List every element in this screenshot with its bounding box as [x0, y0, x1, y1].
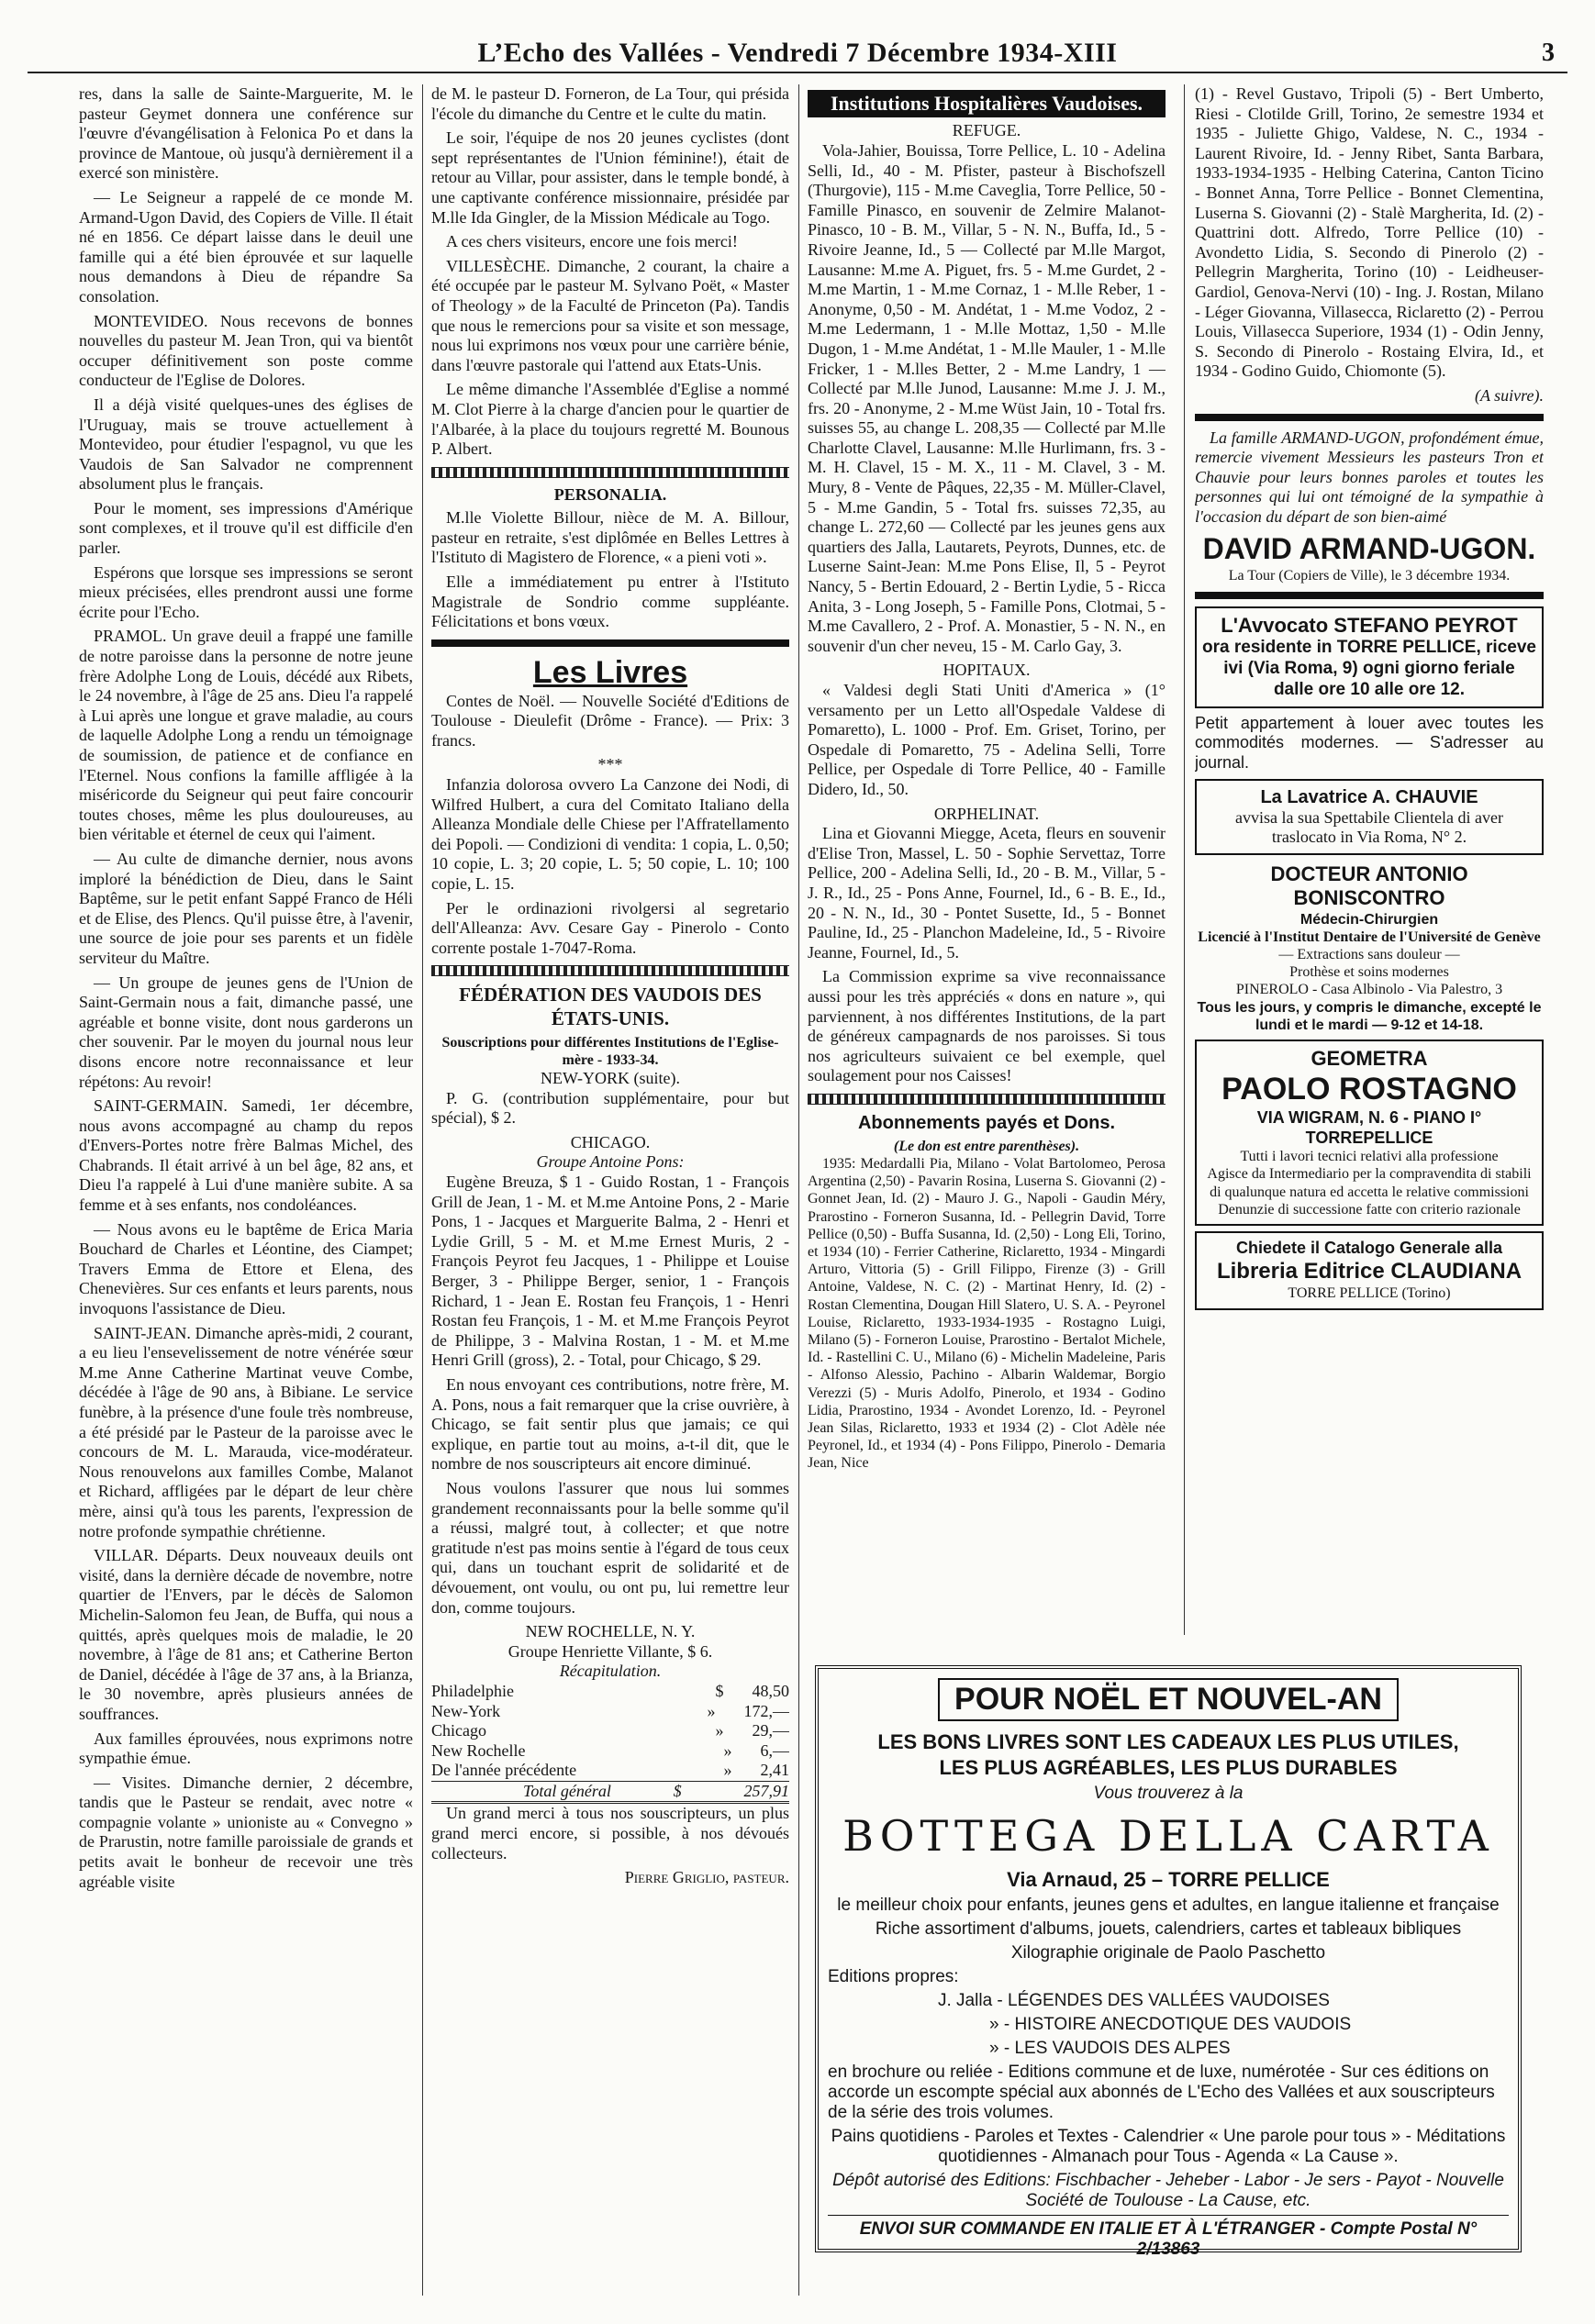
masthead-title: L’Echo des Vallées - Vendredi 7 Décembre 1934-XIII [477, 38, 1118, 68]
recap-sign: » [723, 1740, 732, 1760]
article-paragraph: Lina et Giovanni Miegge, Aceta, fleurs en souvenir d'Elise Tron, Massel, L. 50 - Sophie Servettaz, Torre Pellice, 200 - Adelina Selli, Id., 20 - B. M., Villar, 5 - J. R., Id., 25 - Pons Anne, Fournel, Id., 6 - B. E., Id., 20 - N. N., Id., 30 - Pontet Susette, Id., 5 - Bonnet Pauline, Id., 25 - Planchon Madeleine, Id., 5 - Rivoire Jeanne, Fournel, Id., 5. [808, 824, 1166, 962]
ad-line: Xilographie originale de Paolo Paschetto [1010, 1943, 1326, 1963]
recap-label: Chicago [431, 1721, 486, 1740]
ad-title: GEOMETRA [1311, 1046, 1428, 1070]
recap-sign: » [723, 1761, 732, 1780]
recap-heading: Récapitulation. [559, 1662, 662, 1681]
article-paragraph: Il a déjà visité quelques-unes des églises de l'Uruguay, mais se trouve actuellement à Montevideo, pour étudier l'espagnol, vu que les Vaudois de San Salvador ne comprennent absolument plus le français. [79, 395, 413, 494]
recap-value: 2,41 [760, 1761, 789, 1780]
article-paragraph: P. G. (contribution supplémentaire, pour but spécial), $ 2. [431, 1088, 789, 1128]
deceased-name: DAVID ARMAND-UGON. [1202, 532, 1536, 566]
ad-line: » - HISTOIRE ANECDOTIQUE DES VAUDOIS [989, 2015, 1352, 2034]
notice-place: La Tour (Copiers de Ville), le 3 décembre 1934. [1228, 567, 1511, 584]
ad-appartement: Petit appartement à louer avec toutes les commodités modernes. — S'adresser au journal. [1195, 713, 1544, 773]
article-paragraph: — Au culte de dimanche dernier, nous avons imploré la bénédiction de Dieu, dans le Saint Baptême, sur le petit enfant Sappé Franco de Héli et de Elise, des Plencs. Qu'il puisse être, à l'avenir, une source de joie pour ses parents et un fidèle serviteur du Maître. [79, 849, 413, 967]
signature: Pierre Griglio, pasteur. [624, 1868, 789, 1887]
page-header [28, 35, 1567, 73]
article-paragraph: Infanzia dolorosa ovvero La Canzone dei Nodi, di Wilfred Hulbert, a cura del Comitato Italiano della Alleanza Mondiale delle Chiese per l'Affratellamento dei Popoli. — Condizioni di vendita: 1 copia, L. 0,50; 10 copie, L. 3; 20 copie, L. 5; 50 copie, L. 10; 100 copie, L. 15. [431, 775, 789, 893]
ad-line: Licencié à l'Institut Dentaire de l'Université de Genève [1198, 928, 1541, 945]
article-paragraph: Un grand merci à tous nos souscripteurs, un plus grand merci encore, si possible, à nos dévoués collecteurs. [431, 1804, 789, 1863]
article-paragraph: La Commission exprime sa vive reconnaissance aussi pour les très appréciés « dons en nature », qui parviennent, à nos différentes Institutions, de la part de généreux campagnards de nos paroisses. Si tous nos agriculteurs suivaient ce bel exemple, quel soulagement pour nos Caisses! [808, 967, 1166, 1085]
article-paragraph: PRAMOL. Un grave deuil a frappé une famille de notre paroisse dans la personne de notre jeune frère Adolphe Long de Louis, décédé aux Ribets, le 24 novembre, à l'âge de 25 ans. Dieu l'a rappelé à Lui après une longue et grave maladie, au cours de laquelle Adolphe Long a rendu un témoignage de soumission, de patience et de confiance en l'Eternel. Nous confions la famille affligée à la miséricorde du Seigneur qui peut faire concourir toutes choses, même les plus douloureuses, au bien véritable et éternel de ceux qui l'aiment. [79, 627, 413, 844]
article-paragraph: « Valdesi degli Stati Uniti d'America » (1° versamento per un Letto all'Ospedale Valdese di Pomaretto), L. 1000 - Prof. Em. Griset, Torino, per Ospedale di Pomaretto, 75 - Adelina Selli, Torre Pellice, per Ospedale di Torre Pellice, 40 - Famille Didero, Id., 50. [808, 681, 1166, 798]
article-paragraph: VILLESÈCHE. Dimanche, 2 courant, la chaire a été occupée par le pasteur M. Sylvano Poët, « Master of Theology » de la Faculté de Princeton (Pa). Tandis que nous le remercions pour sa visite et son message, nous lui exprimons nos vœux pour une carrière bénie, dans l'œuvre pastorale qui l'attend aux Etats-Unis. [431, 256, 789, 374]
ad-line: Pains quotidiens - Paroles et Textes - Calendrier « Une parole pour tous » - Méditations quotidiennes - Almanach pour Tous - Agenda « La Cause ». [831, 2127, 1506, 2166]
article-paragraph: SAINT-JEAN. Dimanche après-midi, 2 courant, a eu lieu l'ensevelissement de notre vénérée sœur M.me Anne Catherine Martinat veuve Combe, décédée à l'âge de 90 ans, à Bibiane. Le service funèbre, à la présence d'une foule très nombreuse, a été présidé par le Pasteur de la paroisse avec le concours de M. L. Marauda, vice-modérateur. Nous renouvelons aux familles Combe, Malanot et Richard, affligées par le départ de leur chère mère, ainsi qu'à tous les parents, l'expression de notre profonde sympathie chrétienne. [79, 1323, 413, 1540]
ad-docteur [1195, 862, 1544, 1034]
ad-line: Editions propres: [828, 1967, 959, 1986]
thanks-notice: La famille ARMAND-UGON, profondément émue, remercie vivement Messieurs les pasteurs Tron et Chauvie pour leurs bonnes paroles et toutes les personnes qui lui ont témoigné de la sympathie à l'occasion du départ de son bien-aimé [1195, 428, 1544, 526]
article-paragraph: — Le Seigneur a rappelé de ce monde M. Armand-Ugon David, des Copiers de Ville. Il était né en 1856. Ce départ laisse dans le deuil une famille qui a été bien éprouvée et sur laquelle nous demandons à Dieu de répandre Sa consolation. [79, 187, 413, 306]
ad-line: le meilleur choix pour enfants, jeunes gens et adultes, en langue italienne et française [837, 1896, 1500, 1915]
article-paragraph: Le même dimanche l'Assemblée d'Eglise a nommé M. Clot Pierre à la charge d'ancien pour le quartier de l'Albarée, à la place du toujours regretté M. Bounous P. Albert. [431, 380, 789, 459]
ad-line: en brochure ou reliée - Editions commune et de luxe, numérotée - Sur ces éditions on accorde un escompte spécial aux abonnés de L'Echo des Vallées et aux souscripteurs de la série des trois volumes. [828, 2063, 1495, 2122]
article-paragraph: A ces chers visiteurs, encore une fois merci! [446, 232, 738, 251]
recap-value: 172,— [743, 1701, 789, 1720]
section-separator [431, 467, 789, 478]
asterism: *** [597, 755, 623, 774]
recap-row [431, 1761, 789, 1781]
recap-total-row [431, 1781, 789, 1805]
recap-label: De l'année précédente [431, 1761, 577, 1780]
ad-avvocato [1195, 606, 1544, 708]
ad-line: — Extractions sans douleur — [1278, 946, 1460, 962]
column-2 [431, 84, 789, 2300]
article-paragraph: — Visites. Dimanche dernier, 2 décembre, tandis que le Pasteur se rendait, avec notre « compagnie volante » unioniste au « Convegno » de Prarustin, notre famille paroissiale de grands et petits avait le bonheur de recevoir une très agréable visite [79, 1773, 413, 1891]
article-paragraph: Pour le moment, ses impressions d'Amérique sont complexes, et il trouve qu'il est difficile d'en parler. [79, 498, 413, 558]
recap-table [431, 1682, 789, 1781]
column-rule [422, 84, 423, 2296]
recap-sign: $ [715, 1681, 724, 1700]
article-paragraph: M.lle Violette Billour, nièce de M. A. Billour, pasteur en retraite, s'est diplômée en Belles Lettres à l'Istituto di Magistero de Florence, « a pieni voti ». [431, 508, 789, 567]
ad-line: Dépôt autorisé des Editions: Fischbacher - Jeheber - Labor - Je sers - Payot - Nouvelle Société de Toulouse - La Cause, etc. [832, 2171, 1504, 2210]
ad-subtitle: Médecin-Chirurgien [1299, 911, 1439, 928]
section-heading: PERSONALIA. [553, 484, 667, 504]
column-rule [798, 84, 799, 2296]
ad-title: La Lavatrice A. CHAUVIE [1260, 786, 1478, 807]
recap-total-label: Total général [523, 1781, 611, 1800]
section-heading-abonnements: Abonnements payés et Dons. [857, 1112, 1116, 1133]
city-heading: NEW-YORK (suite). [541, 1069, 680, 1088]
article-paragraph: — Nous avons eu le baptême de Erica Maria Bouchard de Charles et Léontine, des Ciampet; Travers Emma de Ettore et Elena, des Chenevières. Sur ces enfants et leurs parents, nous invoquons l'assistance de Dieu. [79, 1219, 413, 1318]
continued-note: (A suivre). [1475, 385, 1544, 405]
ad-line: Tutti i lavori tecnici relativi alla professione [1240, 1149, 1499, 1165]
ad-line: J. Jalla - LÉGENDES DES VALLÉES VAUDOISES [938, 1991, 1330, 2010]
section-heading-federation: FÉDÉRATION DES VAUDOIS DES ÉTATS-UNIS. [459, 984, 762, 1029]
ad-brand: BOTTEGA DELLA CARTA [842, 1811, 1494, 1861]
section-subheading: (Le don est entre parenthèses). [893, 1138, 1080, 1154]
recap-value: 29,— [752, 1721, 789, 1740]
ad-line: » - LES VAUDOIS DES ALPES [989, 2039, 1231, 2058]
ad-headline: POUR NOËL ET NOUVEL-AN [938, 1678, 1399, 1721]
article-paragraph: de M. le pasteur D. Forneron, de La Tour, qui présida l'école du dimanche du Centre et le culte du matin. [431, 84, 789, 123]
ad-line: Prothèse et soins modernes [1289, 964, 1449, 981]
city-heading: CHICAGO. [570, 1132, 651, 1151]
ad-title: DOCTEUR ANTONIO BONISCONTRO [1270, 862, 1468, 910]
article-paragraph: En nous envoyant ces contributions, notre frère, M. A. Pons, nous a fait remarquer que la crise ouvrière, à Chicago, se fait sentir plus que jamais; ce qui explique, en partie tout au moins, a-t-il dit, que le nombre de nos souscripteurs ait encore diminué. [431, 1375, 789, 1473]
section-separator [1195, 592, 1544, 599]
section-heading-institutions: Institutions Hospitalières Vaudoises. [808, 90, 1166, 117]
section-subheading: Souscriptions pour différentes Institutions de l'Eglise-mère - 1933-34. [441, 1034, 779, 1068]
ad-subheadline: LES PLUS AGRÉABLES, LES PLUS DURABLES [939, 1756, 1398, 1779]
group-heading: Groupe Henriette Villante, $ 6. [508, 1641, 713, 1661]
recap-label: New-York [431, 1701, 501, 1720]
article-paragraph: Espérons que lorsque ses impressions se seront mieux précisées, elles prendront aussi une forme écrite pour l'Echo. [79, 562, 413, 621]
ad-name: Libreria Editrice CLAUDIANA [1216, 1258, 1522, 1284]
article-paragraph: res, dans la salle de Sainte-Marguerite, M. le pasteur Geymet donnera une conférence sur l'œuvre d'évangélisation à Felonica Po et dans la province de Mantoue, où jusqu'à dernièrement il a exercé son ministère. [79, 84, 413, 183]
recap-value: 6,— [760, 1740, 789, 1760]
article-paragraph: Le soir, l'équipe de nos 20 jeunes cyclistes (dont sept représentantes de l'Union féminine!), était de retour au Villar, pour assister, dans le temple bondé, à une captivante conférence missionnaire, présidée par M.lle Ida Gingler, de la Mission Médicale au Togo. [431, 128, 789, 227]
recap-sign: » [715, 1721, 724, 1740]
ad-line: PINEROLO - Casa Albinolo - Via Palestro, 3 [1235, 982, 1503, 998]
ad-line: Denunzie di successione fatte con criterio razionale [1218, 1201, 1521, 1218]
recap-row [431, 1702, 789, 1722]
article-paragraph: Elle a immédiatement pu entrer à l'Istituto Magistrale de Sondrio comme suppléante. Félicitations et bons vœux. [431, 573, 789, 631]
ad-body: ora residente in TORRE PELLICE, riceve ivi (Via Roma, 9) ogni giorno feriale dalle ore 10 alle ore 12. [1202, 638, 1536, 700]
column-3 [808, 84, 1166, 1644]
ad-line: Riche assortiment d'albums, jouets, calendriers, cartes et tableaux bibliques [875, 1919, 1462, 1939]
article-paragraph: Per le ordinazioni rivolgersi al segretario dell'Alleanza: Avv. Cesare Gay - Pinerolo - Conto corrente postale 1-7047-Roma. [431, 898, 789, 957]
ad-bottega-della-carta [815, 1665, 1522, 2259]
recap-total-value: 257,91 [743, 1781, 789, 1800]
article-paragraph: Vola-Jahier, Bouissa, Torre Pellice, L. 10 - Adelina Selli, Id., 40 - M. Pfister, pasteur à Bischofszell (Thurgovie), 115 - M.me Caveglia, Torre Pellice, 50 - Famille Pinasco, en souvenir de Zelmire Malanot-Pinasco, 10 - B. M., Villar, 5 - N. N., Buffa, Id., 5 - Rivoire Jeanne, Id., 5 — Collecté par M.lle Margot, Lausanne: M.me A. Piguet, frs. 5 - M.me Gurdet, 2 - M.me Martin, 1 - M.me Cornaz, 1 - M.lle Reber, 1 - Anonyme, 0,50 - M. Andétat, 1 - M.me Vodoz, 2 - M.me Ledermann, 1 - M.lle Mottaz, 1,50 - M.lle Dugon, 1 - M.me Andétat, 1 - M.lle Mauler, 1 - M.lle Fricker, 1 - M.lles Better, 2 - M.me Landry, 1 — Collecté par M.lle Junod, Lausanne: M.me J. J. M., frs. 20 - Anonyme, 2 - M.me Wüst Jain, 10 - Total frs. suisses 55, au change L. 208,35 — Collecté par M.lle Charlotte Clavel, Lausanne: M.lle Hurlimann, frs. 3 - M. H. Clavel, 15 - M. X., 11 - M. Clavel, 3 - M. Mury, 8 - Vente de Pâques, 22,35 - M. Müller-Clavel, 5 - M.me Gandin, 5 - Total frs. suisses 72,35, au change L. 272,60 — Collecté par les jeunes gens aux quartiers des Jalla, Lautarets, Peyrots, Dunnes, etc. de Luserne Saint-Jean: M.me Pons Elise, Il, 5 - Peyrot Nancy, 5 - Bertin Edouard, 2 - Bertin Lydie, 5 - Ricca Anita, 3 - Long Joseph, 5 - Famille Pons, Clotmai, 5 - M.me Cavallero, 2 - Prof. A. Monastier, 5 - N. N., en souvenir d'un cher neveu, 15 - M. Carlo Gay, 3. [808, 140, 1166, 655]
recap-sign: » [707, 1701, 716, 1720]
subsection-heading: HOPITAUX. [942, 661, 1031, 680]
article-paragraph: (1) - Revel Gustavo, Tripoli (5) - Bert Umberto, Riesi - Clotilde Grill, Torino, 2e semestre 1934 et 1935 - Juliette Ghigo, Valdese, N. C., 1934 - Laurent Rivoire, Id. - Jenny Ribet, Santa Barbara, 1933-1934-1935 - Helbing Caterina, Canton Ticino - Bonnet Anna, Torre Pellice - Bonnet Clementina, Luserna S. Giovanni (2) - Stalè Margherita, Id. (2) - Quattrini dott. Alfredo, Torre Pellice (10) - Avondetto Lidia, S. Secondo di Pinerolo (2) - Pellegrin Margherita, Torino (10) - Leidheuser-Gardiol, Genova-Nervi (10) - Ing. J. Rostan, Milano - Léger Giovanna, Villasecca, Riclaretto (2) - Perrou Louis, Villasecca Superiore, 1934 (1) - Odin Jenny, S. Secondo di Pinerolo - Rostaing Elvira, Id., et 1934 - Godino Guido, Chiomonte (5). [1195, 84, 1544, 381]
article-paragraph: MONTEVIDEO. Nous recevons de bonnes nouvelles du pasteur M. Jean Tron, qui va bientôt occuper définitivement son poste comme conducteur de l'Eglise de Dolores. [79, 311, 413, 390]
ad-footer: ENVOI SUR COMMANDE EN ITALIE ET À L'ÉTRANGER - Compte Postal N° 2/13863 [828, 2215, 1509, 2260]
ad-line: Agisce da Intermediario per la compravendita di stabili di qualunque natura ed accetta le relative commissioni [1207, 1166, 1532, 1200]
page-number: 3 [1542, 39, 1555, 67]
article-paragraph: SAINT-GERMAIN. Samedi, 1er décembre, nous avons accompagné au champ du repos d'Envers-Portes notre frère Balmas Michel, des Chabrands. Il était arrivé à un bel âge, 82 ans, et Dieu l'a rappelé à Lui d'une manière subite. A sa femme et à ses enfants, nos condoléances. [79, 1096, 413, 1215]
recap-value: 48,50 [752, 1681, 789, 1700]
article-paragraph: 1935: Medardalli Pia, Milano - Volat Bartolomeo, Perosa Argentina (2,50) - Pavarin Rosina, Luserna S. Giovanni (2) - Gonnet Jean, Id. (2) - Mauro J. G., Napoli - Gaudin Méry, Prarostino - Forneron Susanna, Id. - Pellegrin David, Torre Pellice (0,50) - Buffa Susanna, Id. (2,50) - Long Eli, Torino, et 1934 (10) - Ferrier Catherine, Riclaretto, 1934 - Mingardi Arturo, Vittoria (5) - Grill Filippo, Firenze (3) - Grill Antoine, Valdese, N. C. (2) - Martinat Henry, Id. (2) - Rostan Clementina, Dougan Hill Slatero, U. S. A. - Peyronel Louise, Riclaretto, 1933-1934-1935 - Rostagno Luigi, Milano (5) - Forneron Louise, Prarostino - Bertalot Michele, Id. - Rastellini C. U., Milano (6) - Michelin Madeleine, Paris - Alfonso Alessio, Pachino - Albarin Waldemar, Borgio Verezzi (5) - Muris Adolfo, Pinerolo, et 1934 - Godino Lidia, Prarostino, 1934 - Avondet Lorenzo, Id. - Peyronel Jean Silas, Riclaretto, 1933 et 1934 (2) - Clot Adèle née Peyronel, Id., et 1934 (4) - Pons Filippo, Pinerolo - Demaria Jean, Nice [808, 1156, 1166, 1472]
ad-line: Tous les jours, y compris le dimanche, excepté le lundi et le mardi — 9-12 et 14-18. [1197, 999, 1542, 1033]
city-heading: NEW ROCHELLE, N. Y. [525, 1622, 696, 1641]
section-separator [808, 1094, 1166, 1105]
ad-line: VIA WIGRAM, N. 6 - PIANO I° [1256, 1108, 1482, 1128]
recap-label: New Rochelle [431, 1740, 526, 1760]
ad-name: PAOLO ROSTAGNO [1221, 1072, 1517, 1107]
group-heading: Groupe Antoine Pons: [536, 1152, 685, 1172]
recap-total-sign: $ [673, 1781, 682, 1800]
ad-line: TORRE PELLICE (Torino) [1288, 1285, 1451, 1302]
ad-title: Chiedete il Catalogo Generale alla [1235, 1239, 1503, 1258]
section-separator [431, 965, 789, 976]
ad-claudiana [1195, 1231, 1544, 1310]
ad-line: Vous trouverez à la [1093, 1784, 1244, 1803]
article-paragraph: VILLAR. Départs. Deux nouveaux deuils ont visité, dans la dernière décade de novembre, notre quartier de l'Envers, par le décès de Salomon Michelin-Salomon feu Jean, de Buffa, qui nous a quittés, après quelques mois de maladie, le 20 novembre, à l'âge de 81 ans; et Catherine Berton de Daniel, décédée à l'âge de 37 ans, à la Brianza, le 30 novembre, après plusieurs années de souffrances. [79, 1546, 413, 1723]
article-paragraph: Aux familles éprouvées, nous exprimons notre sympathie émue. [79, 1729, 413, 1768]
column-rule [1184, 84, 1185, 1635]
recap-row [431, 1741, 789, 1762]
ad-title: L'Avvocato STEFANO PEYROT [1221, 614, 1518, 638]
section-heading-livres: Les Livres [532, 654, 688, 690]
recap-row [431, 1721, 789, 1741]
section-separator [431, 639, 789, 647]
recap-label: Philadelphie [431, 1681, 514, 1700]
column-4 [1195, 84, 1544, 1644]
recap-row [431, 1682, 789, 1702]
subsection-heading: ORPHELINAT. [933, 804, 1040, 823]
ad-address: Via Arnaud, 25 – TORRE PELLICE [1007, 1868, 1330, 1891]
ad-body: avvisa la sua Spettabile Clientela di aver traslocato in Via Roma, N° 2. [1235, 807, 1503, 847]
column-1 [79, 84, 413, 2300]
ad-line: TORREPELLICE [1305, 1128, 1433, 1147]
ad-lavatrice [1195, 779, 1544, 855]
article-paragraph: — Un groupe de jeunes gens de l'Union de Saint-Germain nous a fait, dimanche passé, une agréable et bonne visite, dont nous garderons un cher souvenir. Par le moyen du journal nous leur disons encore notre reconnaissance et leur répétons: Au revoir! [79, 973, 413, 1091]
ad-geometra [1195, 1040, 1544, 1226]
article-paragraph: Nous voulons l'assurer que nous lui sommes grandement reconnaissants pour la belle somme qu'il a réussi, malgré tout, à collecter; et que notre gratitude n'est pas moins sentie à l'égard de tous ceux qui, dans un touchant esprit de solidarité et de dévouement, ont voulu, ou ont pu, lui remettre leur don, comme toujours. [431, 1478, 789, 1617]
subsection-heading: REFUGE. [952, 121, 1021, 140]
article-paragraph: Contes de Noël. — Nouvelle Société d'Editions de Toulouse - Dieulefit (Drôme - France). — Prix: 3 francs. [431, 691, 789, 750]
ad-subheadline: LES BONS LIVRES SONT LES CADEAUX LES PLUS UTILES, [877, 1730, 1459, 1753]
section-separator [1195, 414, 1544, 421]
article-paragraph: Eugène Breuza, $ 1 - Guido Rostan, 1 - François Grill de Jean, 1 - M. et M.me Antoine Pons, 2 - Marie Pons, 1 - Jacques et Marguerite Balma, 2 - Henri et Lydie Grill, 5 - M. et M.me Ernest Muris, 2 - François Peyrot feu Jacques, 1 - Philippe et Louise Berger, 3 - Philippe Berger, senior, 1 - François Richard, 1 - Jean E. Rostan feu François, 1 - Henri Rostan feu François, 1 - M. et M.me François Peyrot de Philippe, 3 - Malvina Rostan, 1 - M. et M.me Henri Grill (gross), 2. - Total, pour Chicago, $ 29. [431, 1173, 789, 1370]
